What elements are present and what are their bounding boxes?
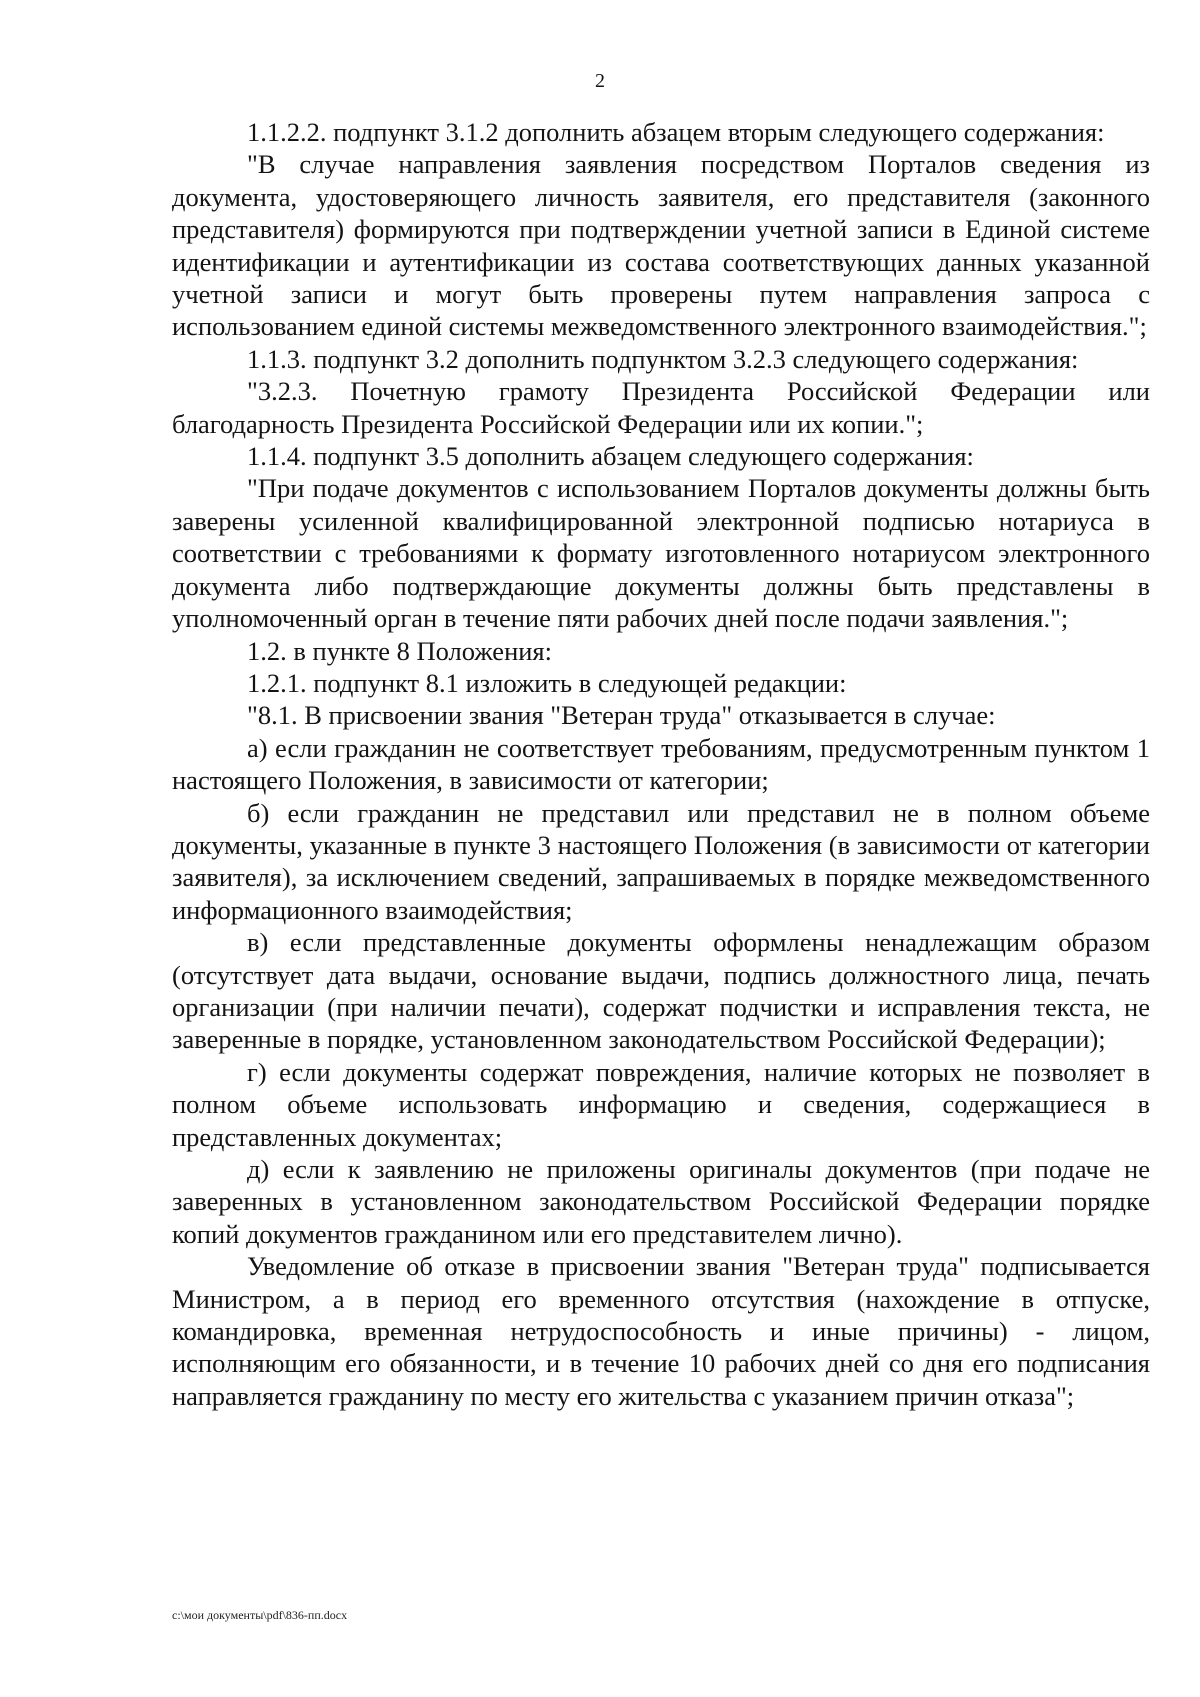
paragraph-1-1-3: 1.1.3. подпункт 3.2 дополнить подпунктом 3.2.3 следующего содержания: — [247, 343, 1079, 374]
paragraph-quote-portals-identity: "В случае направления заявления посредством Порталов сведения из документа, удостоверяющего личность заявителя, его представителя (законного представителя) формируются при подтверждении учетной записи в Единой системе идентификации и аутентификации из состава соответствующих данных указанной учетной записи и могут быть проверены путем направления запроса с использованием единой системы межведомственного электронного взаимодействия."; — [172, 149, 1150, 342]
paragraph-refusal-notice: Уведомление об отказе в присвоении звания "Ветеран труда" подписывается Министром, а в период его временного отсутствия (нахождение в отпуске, командировка, временная нетрудоспособность и иные причины) - лицом, исполняющим его обязанности, и в течение 10 рабочих дней со дня его подписания направляется гражданину по месту его жительства с указанием причин отказа"; — [172, 1251, 1150, 1411]
paragraph-1-2: 1.2. в пункте 8 Положения: — [247, 635, 552, 666]
paragraph-item-b: б) если гражданин не представил или представил не в полном объеме документы, указанные в пункте 3 настоящего Положения (в зависимости от категории заявителя), за исключением сведений, запрашиваемых в порядке межведомственного информационного взаимодействия; — [172, 797, 1150, 925]
page-number: 2 — [595, 70, 605, 92]
paragraph-1-2-1: 1.2.1. подпункт 8.1 изложить в следующей редакции: — [247, 667, 847, 698]
paragraph-1-1-4: 1.1.4. подпункт 3.5 дополнить абзацем следующего содержания: — [247, 441, 974, 472]
paragraph-item-v: в) если представленные документы оформлены ненадлежащим образом (отсутствует дата выдачи, основание выдачи, подпись должностного лица, печать организации (при наличии печати), содержат подчистки и исправления текста, не заверенные в порядке, установленном законодательством Российской Федерации); — [172, 927, 1150, 1055]
document-body — [172, 116, 1150, 1412]
paragraph-item-g: г) если документы содержат повреждения, наличие которых не позволяет в полном объеме использовать информацию и сведения, содержащиеся в представленных документах; — [172, 1056, 1150, 1152]
paragraph-item-a: а) если гражданин не соответствует требованиям, предусмотренным пунктом 1 настоящего Положения, в зависимости от категории; — [172, 732, 1150, 796]
paragraph-quote-3-2-3: "3.2.3. Почетную грамоту Президента Российской Федерации или благодарность Президента Российской Федерации или их копии."; — [172, 376, 1150, 439]
paragraph-item-d: д) если к заявлению не приложены оригиналы документов (при подаче не заверенных в установленном законодательством Российской Федерации порядке копий документов гражданином или его представителем лично). — [172, 1154, 1150, 1249]
paragraph-quote-notary-signature: "При подаче документов с использованием Порталов документы должны быть заверены усиленной квалифицированной электронной подписью нотариуса в соответствии с требованиями к формату изготовленного нотариусом электронного документа либо подтверждающие документы должны быть представлены в уполномоченный орган в течение пяти рабочих дней после подачи заявления."; — [172, 473, 1150, 634]
paragraph-quote-8-1: "8.1. В присвоении звания "Ветеран труда" отказывается в случае: — [247, 700, 996, 731]
footer-file-path: c:\мои документы\pdf\836-пп.docx — [172, 1608, 348, 1622]
paragraph-1-1-2-2: 1.1.2.2. подпункт 3.1.2 дополнить абзацем вторым следующего содержания: — [247, 117, 1105, 147]
